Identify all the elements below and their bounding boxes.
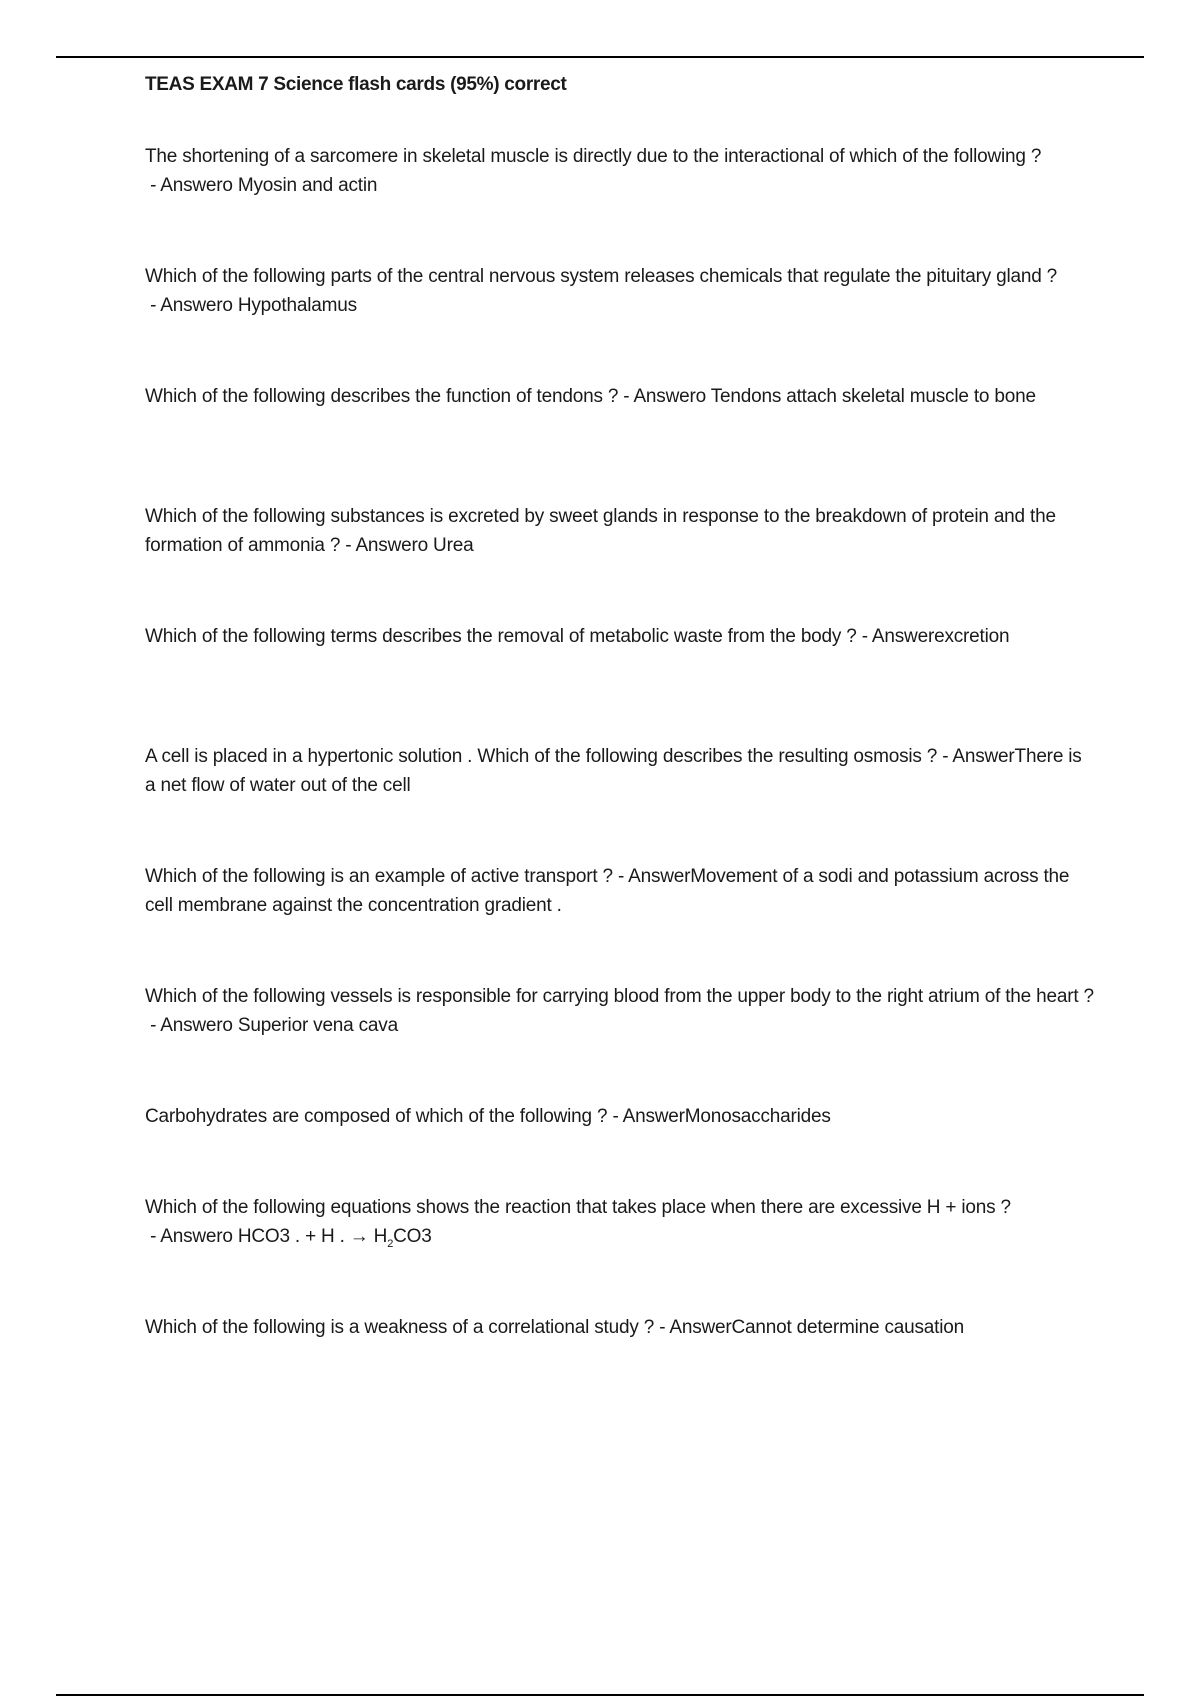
card-answer: AnswerThere is a net flow of water out of the cell	[145, 746, 1082, 796]
card-separator: -	[654, 1317, 670, 1338]
flash-card	[145, 1193, 1095, 1251]
card-question: Which of the following terms describes the removal of metabolic waste from the body ?	[145, 626, 857, 647]
card-separator: -	[145, 175, 161, 196]
card-question: Which of the following substances is excreted by sweet glands in response to the breakdown of protein and the formation of ammonia ?	[145, 506, 1056, 556]
flash-card	[145, 262, 1095, 320]
document-body	[145, 70, 1095, 1404]
card-separator: -	[856, 626, 872, 647]
header-rule	[56, 56, 1144, 58]
answer-suffix: CO3	[393, 1226, 432, 1247]
card-question: The shortening of a sarcomere in skeletal muscle is directly due to the interactional of which of the following ?	[145, 146, 1042, 167]
card-question: Which of the following describes the function of tendons ?	[145, 386, 619, 407]
card-question: Which of the following vessels is responsible for carrying blood from the upper body to the right atrium of the heart ?	[145, 986, 1094, 1007]
flash-card	[145, 982, 1095, 1040]
flash-card	[145, 502, 1095, 560]
card-answer: Answero Tendons attach skeletal muscle to bone	[633, 386, 1036, 407]
card-answer: AnswerMovement of a sodi and potassium across the cell membrane against the concentration gradient .	[145, 866, 1070, 916]
card-question: Which of the following parts of the central nervous system releases chemicals that regulate the pituitary gland ?	[145, 266, 1058, 287]
answer-prefix: Answero HCO3 . + H . → H	[160, 1226, 388, 1247]
flash-card	[145, 382, 1095, 440]
card-question: Which of the following is an example of active transport ?	[145, 866, 613, 887]
flash-card	[145, 142, 1095, 200]
flash-card	[145, 862, 1095, 920]
card-question: Which of the following equations shows the reaction that takes place when there are excessive H + ions ?	[145, 1197, 1011, 1218]
card-answer: Answero Myosin and actin	[160, 175, 378, 196]
card-separator: -	[937, 746, 953, 767]
card-answer: AnswerMonosaccharides	[622, 1106, 831, 1127]
card-answer: Answero Hypothalamus	[160, 295, 357, 316]
document-title: TEAS EXAM 7 Science flash cards (95%) correct	[145, 74, 567, 95]
flash-card	[145, 742, 1095, 800]
card-question: A cell is placed in a hypertonic solution . Which of the following describes the resulting osmosis ?	[145, 746, 938, 767]
answer-subscript: 2	[387, 1237, 394, 1250]
flash-card	[145, 1313, 1095, 1342]
card-separator: -	[145, 295, 161, 316]
card-separator: -	[340, 535, 356, 556]
card-separator: -	[145, 1226, 161, 1247]
card-question: Which of the following is a weakness of a correlational study ?	[145, 1317, 655, 1338]
card-answer	[160, 1226, 432, 1250]
card-answer: Answero Urea	[355, 535, 474, 556]
flash-card	[145, 1102, 1095, 1131]
flash-card	[145, 622, 1095, 680]
card-separator: -	[618, 386, 634, 407]
card-question: Carbohydrates are composed of which of the following ?	[145, 1106, 608, 1127]
card-separator: -	[145, 1015, 161, 1036]
card-answer: Answerexcretion	[871, 626, 1010, 647]
card-answer: AnswerCannot determine causation	[669, 1317, 964, 1338]
footer-rule	[56, 1694, 1144, 1696]
card-separator: -	[607, 1106, 623, 1127]
card-separator: -	[612, 866, 629, 887]
card-answer: Answero Superior vena cava	[160, 1015, 398, 1036]
